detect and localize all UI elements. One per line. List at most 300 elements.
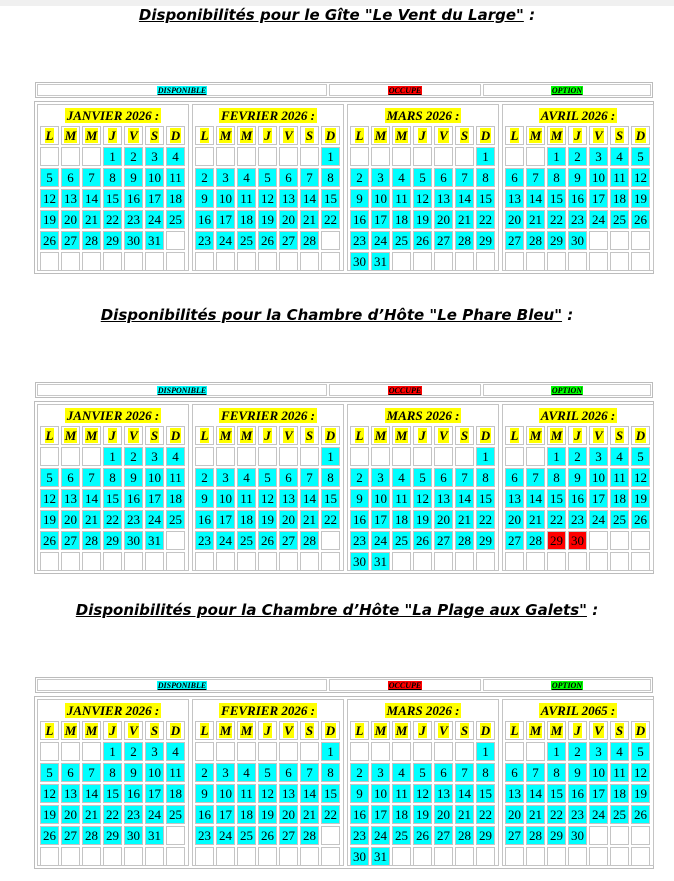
day-cell[interactable]: 6 [434, 168, 453, 187]
day-cell[interactable]: 7 [526, 763, 545, 782]
day-cell[interactable]: 17 [589, 489, 608, 508]
day-cell[interactable]: 10 [589, 468, 608, 487]
day-cell[interactable]: 11 [392, 189, 411, 208]
day-cell[interactable]: 14 [82, 784, 101, 803]
day-cell[interactable]: 4 [237, 468, 256, 487]
day-cell[interactable]: 3 [589, 447, 608, 466]
day-cell[interactable]: 8 [476, 168, 495, 187]
day-cell[interactable]: 9 [350, 489, 369, 508]
day-cell[interactable]: 30 [124, 826, 143, 845]
day-cell[interactable]: 25 [392, 826, 411, 845]
day-cell[interactable]: 17 [371, 210, 390, 229]
day-cell[interactable]: 25 [166, 210, 185, 229]
day-cell[interactable]: 12 [631, 763, 650, 782]
day-cell[interactable]: 21 [82, 510, 101, 529]
day-cell[interactable]: 5 [631, 147, 650, 166]
day-cell[interactable]: 14 [300, 489, 319, 508]
day-cell[interactable]: 28 [455, 826, 474, 845]
day-cell[interactable]: 3 [216, 763, 235, 782]
day-cell[interactable]: 11 [392, 489, 411, 508]
day-cell[interactable]: 14 [82, 489, 101, 508]
day-cell[interactable]: 28 [526, 531, 545, 550]
day-cell[interactable]: 15 [476, 189, 495, 208]
day-cell[interactable]: 5 [413, 763, 432, 782]
day-cell[interactable]: 1 [547, 447, 566, 466]
day-cell[interactable]: 5 [258, 468, 277, 487]
day-cell[interactable]: 22 [476, 210, 495, 229]
day-cell[interactable]: 22 [103, 510, 122, 529]
day-cell[interactable]: 15 [476, 489, 495, 508]
day-cell[interactable]: 10 [216, 784, 235, 803]
day-cell[interactable]: 2 [195, 168, 214, 187]
day-cell[interactable]: 3 [589, 147, 608, 166]
day-cell[interactable]: 18 [610, 489, 629, 508]
day-cell[interactable]: 17 [145, 189, 164, 208]
day-cell[interactable]: 16 [350, 210, 369, 229]
day-cell[interactable]: 31 [145, 531, 164, 550]
day-cell[interactable]: 7 [82, 763, 101, 782]
day-cell[interactable]: 11 [610, 763, 629, 782]
day-cell[interactable]: 12 [631, 468, 650, 487]
day-cell[interactable]: 3 [216, 468, 235, 487]
day-cell[interactable]: 15 [103, 784, 122, 803]
day-cell[interactable]: 18 [392, 805, 411, 824]
day-cell[interactable]: 9 [350, 189, 369, 208]
day-cell[interactable]: 27 [61, 531, 80, 550]
day-cell[interactable]: 3 [145, 742, 164, 761]
day-cell[interactable]: 4 [392, 763, 411, 782]
day-cell[interactable]: 1 [103, 147, 122, 166]
day-cell[interactable]: 25 [166, 510, 185, 529]
day-cell[interactable]: 26 [631, 210, 650, 229]
day-cell[interactable]: 14 [300, 784, 319, 803]
day-cell[interactable]: 16 [124, 189, 143, 208]
day-cell[interactable]: 10 [145, 763, 164, 782]
day-cell[interactable]: 22 [103, 805, 122, 824]
day-cell[interactable]: 26 [413, 826, 432, 845]
day-cell[interactable]: 13 [279, 784, 298, 803]
day-cell[interactable]: 30 [124, 531, 143, 550]
day-cell[interactable]: 26 [40, 531, 59, 550]
day-cell[interactable]: 30 [568, 826, 587, 845]
day-cell[interactable]: 31 [145, 231, 164, 250]
day-cell[interactable]: 25 [237, 826, 256, 845]
day-cell[interactable]: 31 [145, 826, 164, 845]
day-cell[interactable]: 3 [145, 147, 164, 166]
day-cell[interactable]: 25 [610, 805, 629, 824]
day-cell[interactable]: 23 [124, 805, 143, 824]
day-cell[interactable]: 16 [195, 510, 214, 529]
day-cell[interactable]: 23 [195, 531, 214, 550]
day-cell[interactable]: 24 [145, 805, 164, 824]
day-cell[interactable]: 27 [505, 231, 524, 250]
day-cell[interactable]: 23 [568, 510, 587, 529]
day-cell[interactable]: 18 [166, 489, 185, 508]
day-cell[interactable]: 27 [61, 231, 80, 250]
day-cell[interactable]: 20 [61, 510, 80, 529]
day-cell[interactable]: 1 [321, 147, 340, 166]
day-cell[interactable]: 4 [610, 742, 629, 761]
day-cell[interactable]: 28 [526, 231, 545, 250]
day-cell[interactable]: 19 [413, 805, 432, 824]
day-cell[interactable]: 27 [279, 231, 298, 250]
day-cell[interactable]: 28 [300, 826, 319, 845]
day-cell[interactable]: 20 [279, 805, 298, 824]
day-cell[interactable]: 29 [476, 826, 495, 845]
day-cell[interactable]: 9 [195, 489, 214, 508]
day-cell[interactable]: 22 [321, 805, 340, 824]
day-cell[interactable]: 1 [103, 742, 122, 761]
day-cell[interactable]: 24 [371, 231, 390, 250]
day-cell[interactable]: 22 [321, 210, 340, 229]
day-cell[interactable]: 29 [103, 826, 122, 845]
day-cell[interactable]: 21 [82, 210, 101, 229]
day-cell[interactable]: 9 [568, 468, 587, 487]
day-cell[interactable]: 4 [166, 447, 185, 466]
day-cell[interactable]: 18 [610, 784, 629, 803]
day-cell[interactable]: 12 [413, 189, 432, 208]
day-cell[interactable]: 26 [413, 531, 432, 550]
day-cell[interactable]: 30 [568, 231, 587, 250]
day-cell[interactable]: 23 [195, 826, 214, 845]
day-cell[interactable]: 4 [237, 168, 256, 187]
day-cell[interactable]: 17 [216, 510, 235, 529]
day-cell[interactable]: 3 [371, 763, 390, 782]
day-cell[interactable]: 1 [476, 447, 495, 466]
day-cell[interactable]: 12 [413, 784, 432, 803]
day-cell[interactable]: 26 [258, 531, 277, 550]
day-cell[interactable]: 30 [568, 531, 587, 550]
day-cell[interactable]: 2 [350, 168, 369, 187]
day-cell[interactable]: 13 [505, 189, 524, 208]
day-cell[interactable]: 9 [350, 784, 369, 803]
day-cell[interactable]: 14 [526, 489, 545, 508]
day-cell[interactable]: 4 [166, 147, 185, 166]
day-cell[interactable]: 24 [371, 531, 390, 550]
day-cell[interactable]: 7 [455, 168, 474, 187]
day-cell[interactable]: 6 [61, 763, 80, 782]
day-cell[interactable]: 8 [547, 168, 566, 187]
day-cell[interactable]: 12 [258, 189, 277, 208]
day-cell[interactable]: 15 [321, 489, 340, 508]
day-cell[interactable]: 7 [82, 468, 101, 487]
day-cell[interactable]: 9 [124, 468, 143, 487]
day-cell[interactable]: 14 [455, 489, 474, 508]
day-cell[interactable]: 2 [350, 468, 369, 487]
day-cell[interactable]: 8 [547, 763, 566, 782]
day-cell[interactable]: 17 [216, 210, 235, 229]
day-cell[interactable]: 4 [237, 763, 256, 782]
day-cell[interactable]: 8 [321, 763, 340, 782]
day-cell[interactable]: 18 [237, 805, 256, 824]
day-cell[interactable]: 8 [547, 468, 566, 487]
day-cell[interactable]: 4 [392, 168, 411, 187]
day-cell[interactable]: 5 [258, 168, 277, 187]
day-cell[interactable]: 4 [610, 447, 629, 466]
day-cell[interactable]: 10 [371, 784, 390, 803]
day-cell[interactable]: 8 [103, 168, 122, 187]
day-cell[interactable]: 25 [237, 531, 256, 550]
day-cell[interactable]: 24 [216, 531, 235, 550]
day-cell[interactable]: 23 [568, 805, 587, 824]
day-cell[interactable]: 6 [279, 763, 298, 782]
day-cell[interactable]: 9 [195, 784, 214, 803]
day-cell[interactable]: 7 [300, 763, 319, 782]
day-cell[interactable]: 13 [279, 489, 298, 508]
day-cell[interactable]: 20 [505, 510, 524, 529]
day-cell[interactable]: 11 [166, 168, 185, 187]
day-cell[interactable]: 26 [631, 510, 650, 529]
day-cell[interactable]: 9 [568, 168, 587, 187]
day-cell[interactable]: 20 [434, 805, 453, 824]
day-cell[interactable]: 5 [40, 168, 59, 187]
day-cell[interactable]: 18 [166, 189, 185, 208]
day-cell[interactable]: 9 [195, 189, 214, 208]
day-cell[interactable]: 2 [195, 468, 214, 487]
day-cell[interactable]: 29 [547, 231, 566, 250]
day-cell[interactable]: 11 [237, 489, 256, 508]
day-cell[interactable]: 1 [547, 742, 566, 761]
day-cell[interactable]: 2 [568, 447, 587, 466]
day-cell[interactable]: 6 [61, 468, 80, 487]
day-cell[interactable]: 18 [392, 210, 411, 229]
day-cell[interactable]: 12 [40, 189, 59, 208]
day-cell[interactable]: 19 [258, 510, 277, 529]
day-cell[interactable]: 23 [124, 510, 143, 529]
day-cell[interactable]: 28 [82, 826, 101, 845]
day-cell[interactable]: 15 [547, 784, 566, 803]
day-cell[interactable]: 27 [434, 531, 453, 550]
day-cell[interactable]: 5 [631, 742, 650, 761]
day-cell[interactable]: 31 [371, 252, 390, 271]
day-cell[interactable]: 15 [321, 189, 340, 208]
day-cell[interactable]: 6 [505, 763, 524, 782]
day-cell[interactable]: 28 [82, 231, 101, 250]
day-cell[interactable]: 24 [216, 826, 235, 845]
day-cell[interactable]: 1 [476, 147, 495, 166]
day-cell[interactable]: 30 [350, 552, 369, 571]
day-cell[interactable]: 20 [434, 510, 453, 529]
day-cell[interactable]: 23 [195, 231, 214, 250]
day-cell[interactable]: 20 [434, 210, 453, 229]
day-cell[interactable]: 4 [392, 468, 411, 487]
day-cell[interactable]: 2 [568, 742, 587, 761]
day-cell[interactable]: 29 [547, 531, 566, 550]
day-cell[interactable]: 31 [371, 552, 390, 571]
day-cell[interactable]: 23 [568, 210, 587, 229]
day-cell[interactable]: 27 [279, 531, 298, 550]
day-cell[interactable]: 21 [300, 510, 319, 529]
day-cell[interactable]: 26 [40, 231, 59, 250]
day-cell[interactable]: 10 [589, 763, 608, 782]
day-cell[interactable]: 25 [610, 510, 629, 529]
day-cell[interactable]: 15 [547, 489, 566, 508]
day-cell[interactable]: 3 [589, 742, 608, 761]
day-cell[interactable]: 1 [321, 742, 340, 761]
day-cell[interactable]: 10 [371, 189, 390, 208]
day-cell[interactable]: 7 [526, 468, 545, 487]
day-cell[interactable]: 17 [371, 510, 390, 529]
day-cell[interactable]: 19 [413, 210, 432, 229]
day-cell[interactable]: 15 [103, 189, 122, 208]
day-cell[interactable]: 4 [610, 147, 629, 166]
day-cell[interactable]: 19 [631, 489, 650, 508]
day-cell[interactable]: 5 [40, 468, 59, 487]
day-cell[interactable]: 26 [631, 805, 650, 824]
day-cell[interactable]: 14 [300, 189, 319, 208]
day-cell[interactable]: 14 [526, 189, 545, 208]
day-cell[interactable]: 6 [279, 168, 298, 187]
day-cell[interactable]: 27 [279, 826, 298, 845]
day-cell[interactable]: 2 [350, 763, 369, 782]
day-cell[interactable]: 26 [258, 231, 277, 250]
day-cell[interactable]: 16 [568, 189, 587, 208]
day-cell[interactable]: 22 [476, 510, 495, 529]
day-cell[interactable]: 23 [350, 531, 369, 550]
day-cell[interactable]: 7 [82, 168, 101, 187]
day-cell[interactable]: 6 [61, 168, 80, 187]
day-cell[interactable]: 26 [258, 826, 277, 845]
day-cell[interactable]: 21 [455, 210, 474, 229]
day-cell[interactable]: 3 [216, 168, 235, 187]
day-cell[interactable]: 30 [124, 231, 143, 250]
day-cell[interactable]: 5 [258, 763, 277, 782]
day-cell[interactable]: 14 [455, 189, 474, 208]
day-cell[interactable]: 20 [61, 805, 80, 824]
day-cell[interactable]: 29 [476, 531, 495, 550]
day-cell[interactable]: 3 [371, 168, 390, 187]
day-cell[interactable]: 28 [526, 826, 545, 845]
day-cell[interactable]: 29 [103, 531, 122, 550]
day-cell[interactable]: 29 [476, 231, 495, 250]
day-cell[interactable]: 6 [434, 468, 453, 487]
day-cell[interactable]: 14 [526, 784, 545, 803]
day-cell[interactable]: 13 [434, 784, 453, 803]
day-cell[interactable]: 2 [124, 742, 143, 761]
day-cell[interactable]: 24 [145, 210, 164, 229]
day-cell[interactable]: 15 [103, 489, 122, 508]
day-cell[interactable]: 16 [350, 510, 369, 529]
day-cell[interactable]: 18 [237, 510, 256, 529]
day-cell[interactable]: 18 [392, 510, 411, 529]
day-cell[interactable]: 13 [61, 489, 80, 508]
day-cell[interactable]: 12 [40, 489, 59, 508]
day-cell[interactable]: 13 [434, 189, 453, 208]
day-cell[interactable]: 5 [631, 447, 650, 466]
day-cell[interactable]: 30 [350, 252, 369, 271]
day-cell[interactable]: 7 [455, 763, 474, 782]
day-cell[interactable]: 27 [434, 231, 453, 250]
day-cell[interactable]: 26 [413, 231, 432, 250]
day-cell[interactable]: 19 [40, 805, 59, 824]
day-cell[interactable]: 5 [40, 763, 59, 782]
day-cell[interactable]: 22 [547, 805, 566, 824]
day-cell[interactable]: 27 [505, 826, 524, 845]
day-cell[interactable]: 27 [505, 531, 524, 550]
day-cell[interactable]: 7 [300, 168, 319, 187]
day-cell[interactable]: 1 [103, 447, 122, 466]
day-cell[interactable]: 21 [300, 210, 319, 229]
day-cell[interactable]: 25 [392, 531, 411, 550]
day-cell[interactable]: 21 [455, 510, 474, 529]
day-cell[interactable]: 19 [40, 510, 59, 529]
day-cell[interactable]: 12 [631, 168, 650, 187]
day-cell[interactable]: 6 [505, 168, 524, 187]
day-cell[interactable]: 11 [237, 189, 256, 208]
day-cell[interactable]: 25 [610, 210, 629, 229]
day-cell[interactable]: 15 [547, 189, 566, 208]
day-cell[interactable]: 25 [237, 231, 256, 250]
day-cell[interactable]: 1 [321, 447, 340, 466]
day-cell[interactable]: 1 [476, 742, 495, 761]
day-cell[interactable]: 5 [413, 168, 432, 187]
day-cell[interactable]: 6 [279, 468, 298, 487]
day-cell[interactable]: 10 [216, 189, 235, 208]
day-cell[interactable]: 8 [476, 763, 495, 782]
day-cell[interactable]: 20 [505, 805, 524, 824]
day-cell[interactable]: 23 [350, 231, 369, 250]
day-cell[interactable]: 8 [103, 763, 122, 782]
day-cell[interactable]: 17 [145, 784, 164, 803]
day-cell[interactable]: 24 [145, 510, 164, 529]
day-cell[interactable]: 8 [321, 468, 340, 487]
day-cell[interactable]: 28 [455, 231, 474, 250]
day-cell[interactable]: 13 [505, 784, 524, 803]
day-cell[interactable]: 28 [455, 531, 474, 550]
day-cell[interactable]: 18 [610, 189, 629, 208]
day-cell[interactable]: 21 [526, 510, 545, 529]
day-cell[interactable]: 11 [610, 468, 629, 487]
day-cell[interactable]: 2 [195, 763, 214, 782]
day-cell[interactable]: 11 [610, 168, 629, 187]
day-cell[interactable]: 13 [61, 189, 80, 208]
day-cell[interactable]: 29 [547, 826, 566, 845]
day-cell[interactable]: 24 [589, 805, 608, 824]
day-cell[interactable]: 21 [455, 805, 474, 824]
day-cell[interactable]: 16 [124, 784, 143, 803]
day-cell[interactable]: 15 [321, 784, 340, 803]
day-cell[interactable]: 8 [103, 468, 122, 487]
day-cell[interactable]: 6 [505, 468, 524, 487]
day-cell[interactable]: 19 [258, 210, 277, 229]
day-cell[interactable]: 17 [145, 489, 164, 508]
day-cell[interactable]: 24 [589, 510, 608, 529]
day-cell[interactable]: 3 [145, 447, 164, 466]
day-cell[interactable]: 17 [589, 784, 608, 803]
day-cell[interactable]: 20 [61, 210, 80, 229]
day-cell[interactable]: 16 [350, 805, 369, 824]
day-cell[interactable]: 17 [216, 805, 235, 824]
day-cell[interactable]: 28 [300, 531, 319, 550]
day-cell[interactable]: 5 [413, 468, 432, 487]
day-cell[interactable]: 22 [476, 805, 495, 824]
day-cell[interactable]: 7 [300, 468, 319, 487]
day-cell[interactable]: 28 [82, 531, 101, 550]
day-cell[interactable]: 23 [124, 210, 143, 229]
day-cell[interactable]: 28 [300, 231, 319, 250]
day-cell[interactable]: 11 [392, 784, 411, 803]
day-cell[interactable]: 18 [166, 784, 185, 803]
day-cell[interactable]: 16 [568, 489, 587, 508]
day-cell[interactable]: 17 [371, 805, 390, 824]
day-cell[interactable]: 11 [237, 784, 256, 803]
day-cell[interactable]: 1 [547, 147, 566, 166]
day-cell[interactable]: 23 [350, 826, 369, 845]
day-cell[interactable]: 21 [300, 805, 319, 824]
day-cell[interactable]: 10 [145, 168, 164, 187]
day-cell[interactable]: 19 [40, 210, 59, 229]
day-cell[interactable]: 8 [476, 468, 495, 487]
